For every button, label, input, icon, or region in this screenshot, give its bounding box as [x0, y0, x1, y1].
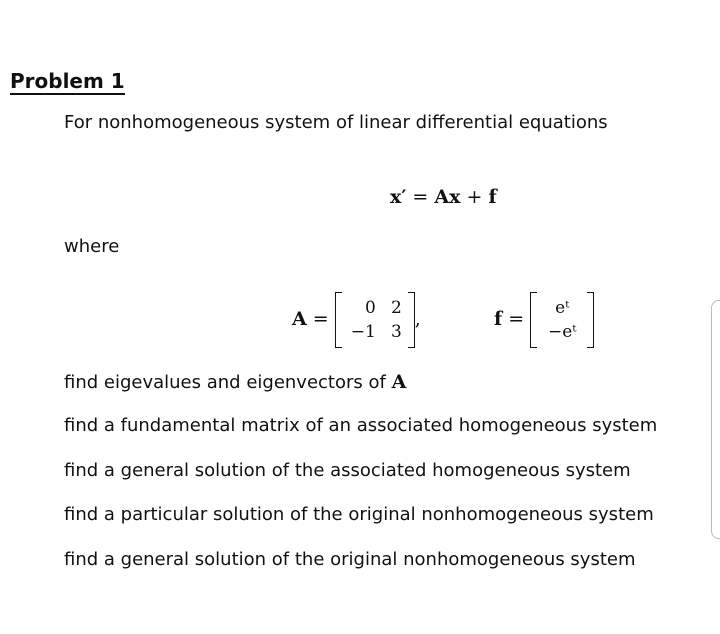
problem-heading: Problem 1 [10, 69, 125, 93]
side-panel-edge[interactable] [711, 300, 720, 539]
matrix-cell: 2 [390, 298, 402, 318]
vector-f-label: f [494, 308, 503, 330]
vector-cell: eᵗ [555, 298, 570, 318]
left-bracket [335, 292, 342, 348]
matrix-a-label: A [292, 308, 307, 330]
matrix-cell: 0 [364, 298, 376, 318]
task-math: A [391, 371, 407, 393]
comma: , [414, 308, 421, 330]
vector-f-cells [543, 296, 581, 344]
task-item [64, 371, 406, 393]
vector-f-definition [494, 292, 594, 348]
matrix-cell: 3 [390, 322, 402, 342]
task-item: find a general solution of the associated homogeneous system [64, 460, 631, 481]
left-bracket [530, 292, 537, 348]
vector-cell: −eᵗ [547, 322, 577, 342]
equals-sign: = [312, 308, 329, 330]
eq-lhs: x′ [390, 186, 407, 208]
eq-equals: = [412, 186, 429, 208]
task-item: find a fundamental matrix of an associated homogeneous system [64, 415, 658, 436]
matrix-a-definition [292, 292, 421, 348]
right-bracket [587, 292, 594, 348]
system-equation [390, 186, 497, 208]
task-item: find a general solution of the original nonhomogeneous system [64, 549, 636, 570]
matrix-a-cells [348, 296, 402, 344]
eq-f: f [488, 186, 497, 208]
intro-text: For nonhomogeneous system of linear differential equations [64, 112, 608, 133]
task-text: find eigevalues and eigenvectors of [64, 372, 392, 393]
task-item: find a particular solution of the original nonhomogeneous system [64, 504, 654, 525]
where-text: where [64, 236, 120, 257]
right-bracket [408, 292, 415, 348]
eq-ax: Ax [434, 186, 461, 208]
eq-plus: + [466, 186, 483, 208]
equals-sign: = [508, 308, 525, 330]
matrix-cell: −1 [350, 322, 376, 342]
